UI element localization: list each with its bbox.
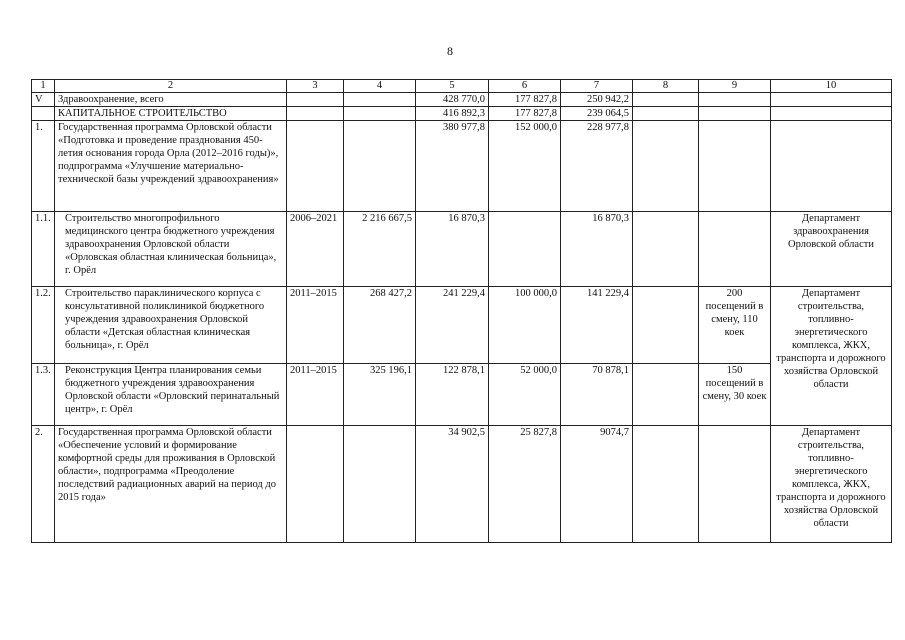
cell: 16 870,3 bbox=[561, 212, 633, 287]
cell: 2006–2021 bbox=[287, 212, 344, 287]
row-title: КАПИТАЛЬНОЕ СТРОИТЕЛЬСТВО bbox=[55, 107, 287, 121]
row-number: 1.2. bbox=[32, 287, 55, 364]
cell bbox=[771, 107, 892, 121]
table-row bbox=[32, 93, 892, 107]
cell bbox=[633, 107, 699, 121]
responsible-department: Департамент строительства, топливно-энергетического комплекса, ЖКХ, транспорта и дорожного хозяйства Орловской области bbox=[771, 426, 892, 543]
cell bbox=[699, 426, 771, 543]
header-cell: 1 bbox=[32, 80, 55, 93]
cell: 177 827,8 bbox=[489, 93, 561, 107]
cell: 100 000,0 bbox=[489, 287, 561, 364]
cell bbox=[489, 212, 561, 287]
cell bbox=[287, 121, 344, 212]
cell: 239 064,5 bbox=[561, 107, 633, 121]
header-row bbox=[32, 80, 892, 93]
header-cell: 6 bbox=[489, 80, 561, 93]
header-cell: 3 bbox=[287, 80, 344, 93]
cell bbox=[699, 93, 771, 107]
cell: 52 000,0 bbox=[489, 364, 561, 426]
cell: 122 878,1 bbox=[416, 364, 489, 426]
cell bbox=[633, 212, 699, 287]
row-title: Реконструкция Центра планирования семьи бюджетного учреждения здравоохранения Орловской области «Орловский перинатальный центр», г. Орёл bbox=[55, 364, 287, 426]
row-number: 1. bbox=[32, 121, 55, 212]
cell bbox=[287, 426, 344, 543]
table-row bbox=[32, 364, 892, 426]
header-cell: 7 bbox=[561, 80, 633, 93]
responsible-department: Департамент строительства, топливно-энергетического комплекса, ЖКХ, транспорта и дорожного хозяйства Орловской области bbox=[771, 287, 892, 426]
table-row bbox=[32, 426, 892, 543]
cell: 34 902,5 bbox=[416, 426, 489, 543]
row-title: Здравоохранение, всего bbox=[55, 93, 287, 107]
cell: 152 000,0 bbox=[489, 121, 561, 212]
cell bbox=[344, 121, 416, 212]
row-number: 2. bbox=[32, 426, 55, 543]
cell bbox=[287, 107, 344, 121]
cell bbox=[699, 107, 771, 121]
responsible-department: Департамент здравоохранения Орловской области bbox=[771, 212, 892, 287]
header-cell: 10 bbox=[771, 80, 892, 93]
cell: 250 942,2 bbox=[561, 93, 633, 107]
cell bbox=[633, 93, 699, 107]
cell bbox=[633, 121, 699, 212]
cell: 268 427,2 bbox=[344, 287, 416, 364]
cell bbox=[699, 212, 771, 287]
header-cell: 9 bbox=[699, 80, 771, 93]
cell: 2011–2015 bbox=[287, 364, 344, 426]
row-title: Строительство параклинического корпуса с консультативной поликлиникой бюджетного учреждения здравоохранения Орловской области «Детская областная клиническая больница», г. Орёл bbox=[55, 287, 287, 364]
row-number: V bbox=[32, 93, 55, 107]
cell: 2 216 667,5 bbox=[344, 212, 416, 287]
row-number bbox=[32, 107, 55, 121]
table-row bbox=[32, 107, 892, 121]
cell bbox=[287, 93, 344, 107]
cell bbox=[699, 121, 771, 212]
row-title: Строительство многопрофильного медицинского центра бюджетного учреждения здравоохранения Орловской области «Орловская областная клиническая больница», г. Орёл bbox=[55, 212, 287, 287]
cell: 428 770,0 bbox=[416, 93, 489, 107]
budget-table bbox=[31, 79, 892, 543]
cell: 25 827,8 bbox=[489, 426, 561, 543]
table-row bbox=[32, 212, 892, 287]
cell: 228 977,8 bbox=[561, 121, 633, 212]
cell: 16 870,3 bbox=[416, 212, 489, 287]
cell bbox=[633, 426, 699, 543]
header-cell: 2 bbox=[55, 80, 287, 93]
cell bbox=[771, 93, 892, 107]
cell: 325 196,1 bbox=[344, 364, 416, 426]
row-title: Государственная программа Орловской области «Обеспечение условий и формирование комфортной среды для проживания в Орловской области», подпрограмма «Преодоление последствий радиационных аварий на период до 2015 года» bbox=[55, 426, 287, 543]
cell: 241 229,4 bbox=[416, 287, 489, 364]
header-cell: 5 bbox=[416, 80, 489, 93]
cell: 416 892,3 bbox=[416, 107, 489, 121]
capacity: 200 посещений в смену, 110 коек bbox=[699, 287, 771, 364]
cell bbox=[633, 364, 699, 426]
capacity: 150 посещений в смену, 30 коек bbox=[699, 364, 771, 426]
cell: 2011–2015 bbox=[287, 287, 344, 364]
cell bbox=[771, 121, 892, 212]
cell: 177 827,8 bbox=[489, 107, 561, 121]
header-cell: 8 bbox=[633, 80, 699, 93]
row-number: 1.1. bbox=[32, 212, 55, 287]
cell: 141 229,4 bbox=[561, 287, 633, 364]
cell bbox=[344, 93, 416, 107]
cell bbox=[344, 107, 416, 121]
page-number: 8 bbox=[447, 44, 453, 58]
cell bbox=[633, 287, 699, 364]
cell: 70 878,1 bbox=[561, 364, 633, 426]
row-title: Государственная программа Орловской области «Подготовка и проведение празднования 450-летия основания города Орла (2012–2016 годы)», подпрограмма «Улучшение материально-технической базы учреждений здравоохранения» bbox=[55, 121, 287, 212]
cell bbox=[344, 426, 416, 543]
cell: 380 977,8 bbox=[416, 121, 489, 212]
table-row bbox=[32, 121, 892, 212]
cell: 9074,7 bbox=[561, 426, 633, 543]
row-number: 1.3. bbox=[32, 364, 55, 426]
table-row bbox=[32, 287, 892, 364]
header-cell: 4 bbox=[344, 80, 416, 93]
